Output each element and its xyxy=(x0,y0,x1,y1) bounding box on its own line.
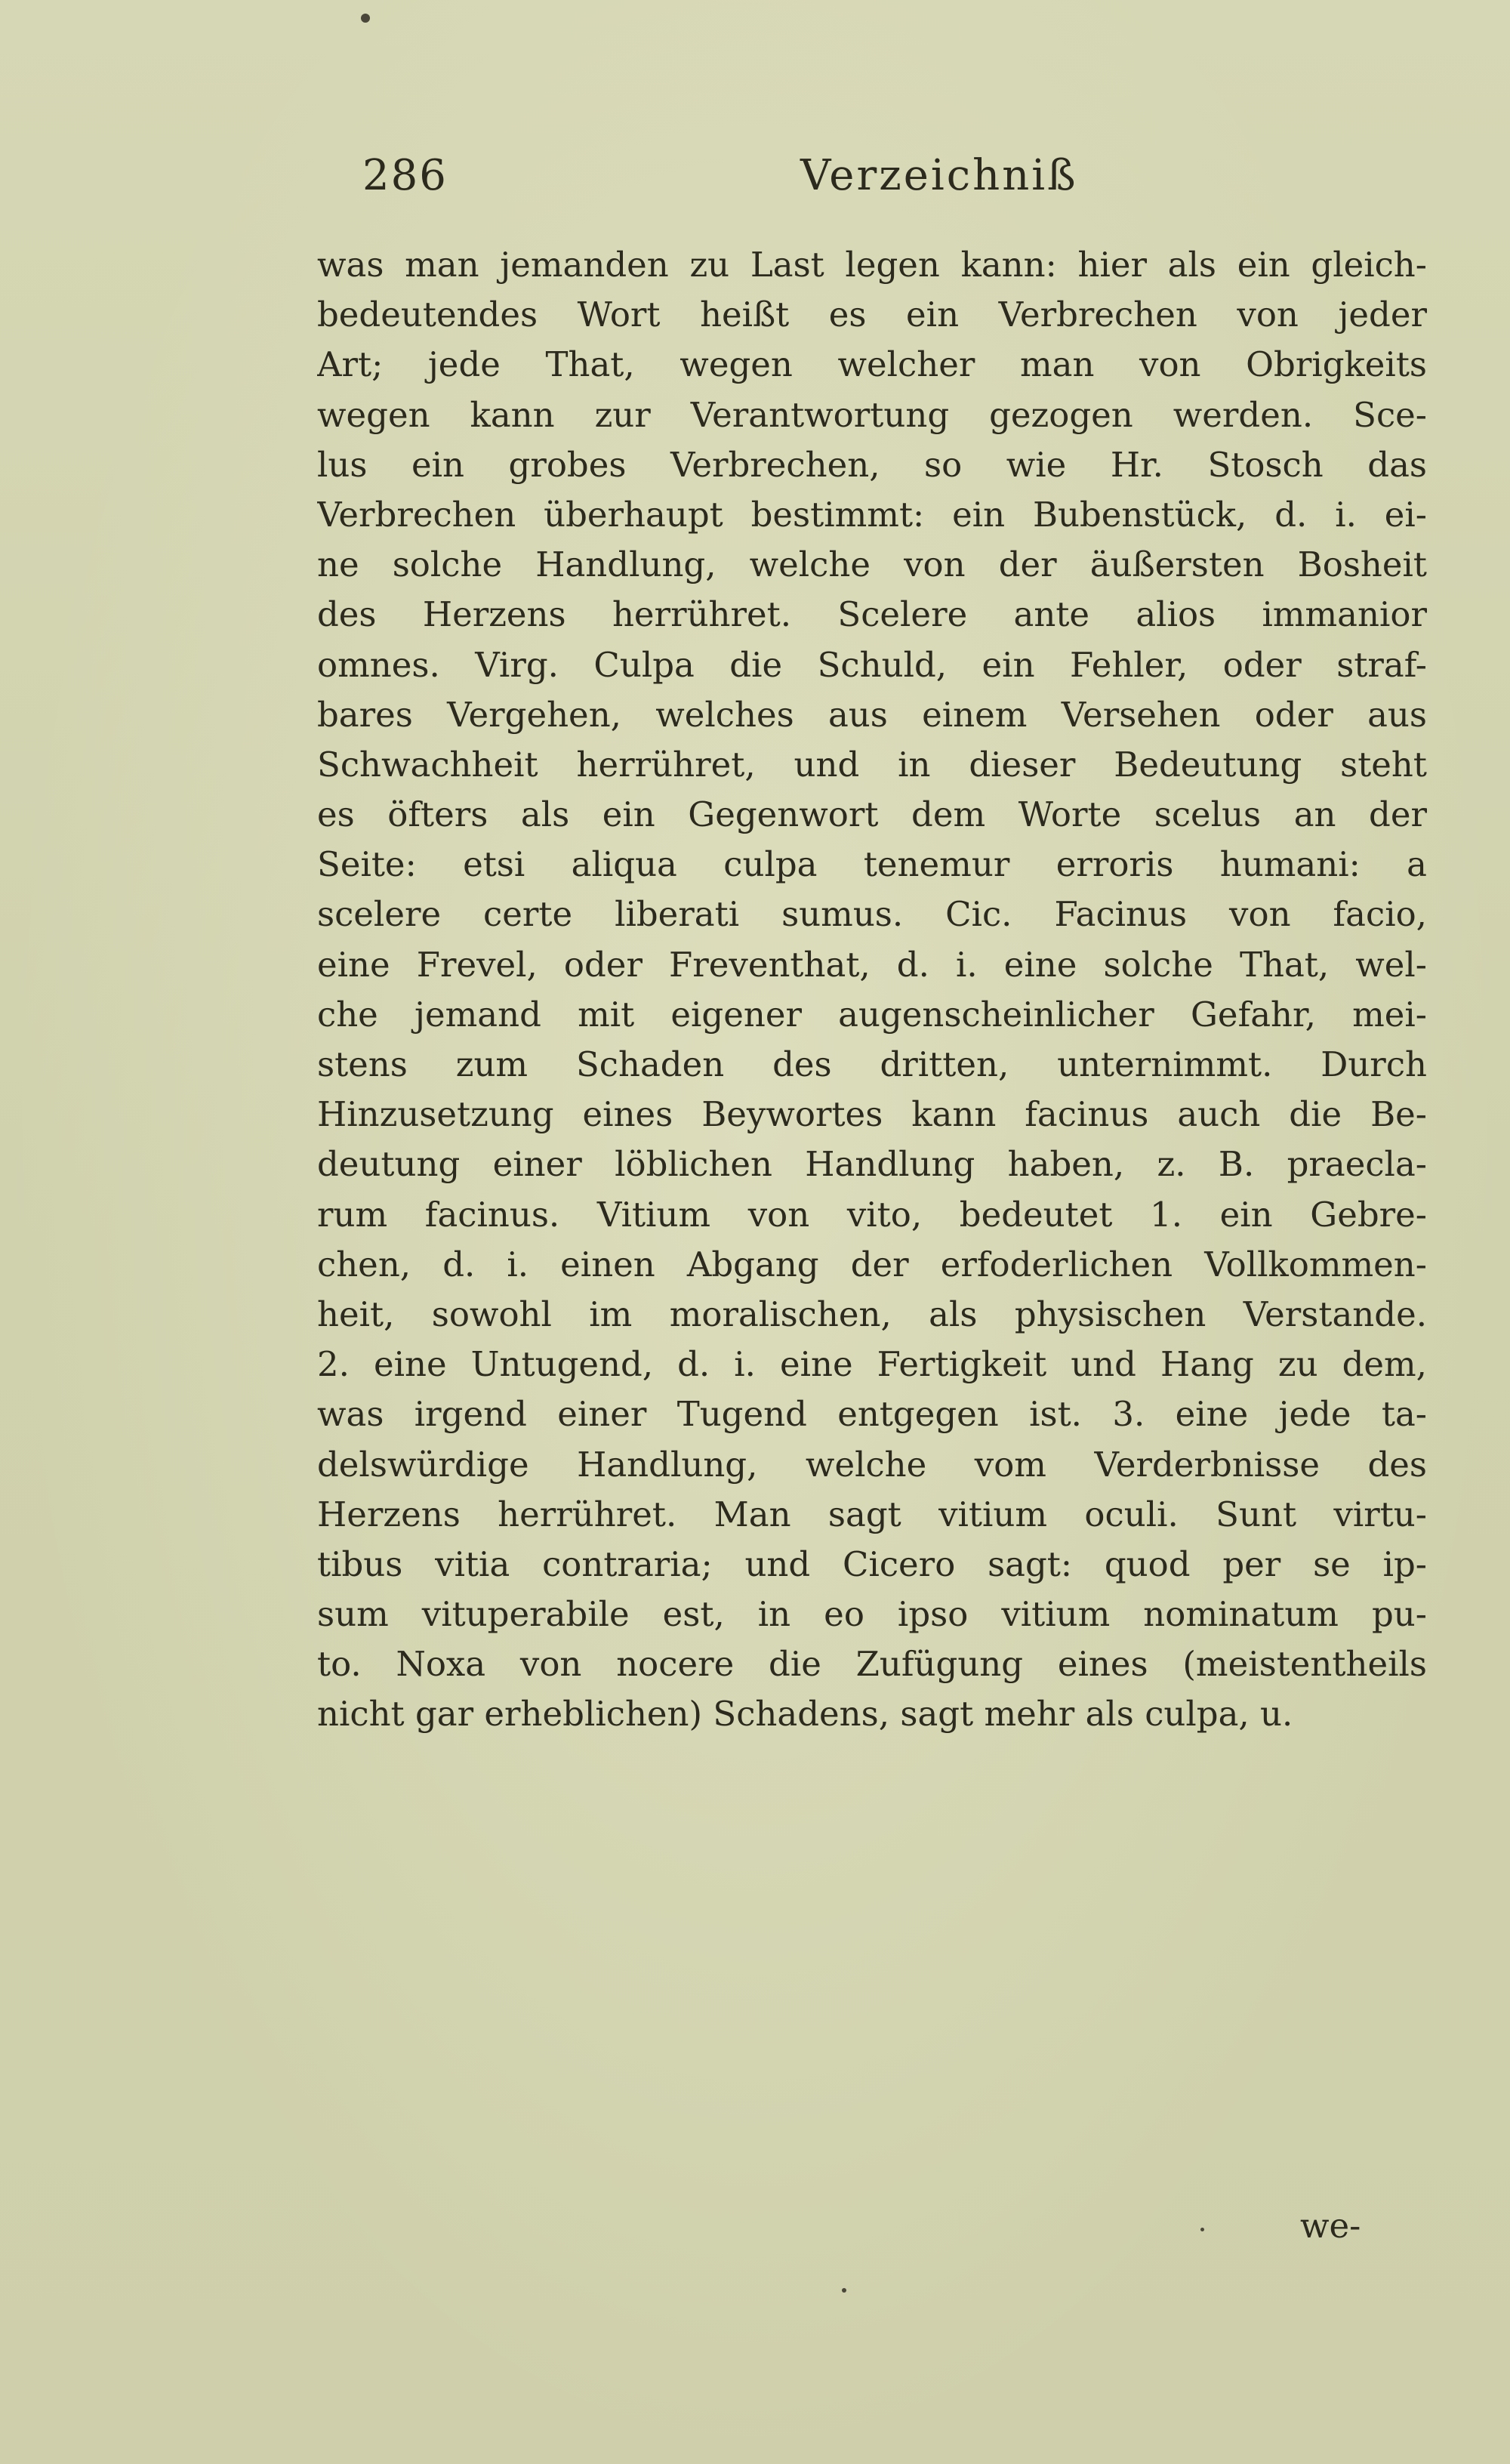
text-line: to. Noxa von nocere die Zufügung eines (meistentheils xyxy=(317,1644,1427,1685)
text-line: scelere certe liberati sumus. Cic. Facinus von facio, xyxy=(317,894,1427,935)
text-line: rum facinus. Vitium von vito, bedeutet 1. ein Gebre- xyxy=(317,1194,1427,1235)
running-head: Verzeichniß xyxy=(800,151,1078,200)
text-line: omnes. Virg. Culpa die Schuld, ein Fehler, oder straf- xyxy=(317,644,1427,685)
text-line: ne solche Handlung, welche von der äußersten Bosheit xyxy=(317,544,1427,585)
text-line: Art; jede That, wegen welcher man von Obrigkeits xyxy=(317,344,1427,385)
text-line: chen, d. i. einen Abgang der erfoderlichen Vollkommen- xyxy=(317,1244,1427,1284)
text-line: tibus vitia contraria; und Cicero sagt: quod per se ip- xyxy=(317,1543,1427,1584)
text-line: che jemand mit eigener augenscheinlicher Gefahr, mei- xyxy=(317,994,1427,1035)
text-line: 2. eine Untugend, d. i. eine Fertigkeit und Hang zu dem, xyxy=(317,1344,1427,1385)
page-header xyxy=(317,143,1442,211)
text-line: lus ein grobes Verbrechen, so wie Hr. Stosch das xyxy=(317,444,1427,485)
catchword: we- xyxy=(1300,2206,1361,2246)
text-line: Herzens herrühret. Man sagt vitium oculi. Sunt virtu- xyxy=(317,1494,1427,1534)
ink-speck xyxy=(1200,2228,1204,2231)
ink-speck xyxy=(842,2288,846,2293)
text-line: bares Vergehen, welches aus einem Versehen oder aus xyxy=(317,694,1427,735)
text-line: heit, sowohl im moralischen, als physischen Verstande. xyxy=(317,1294,1427,1334)
text-line: des Herzens herrühret. Scelere ante alios immanior xyxy=(317,594,1427,635)
text-line: nicht gar erheblichen) Schadens, sagt mehr als culpa, u. xyxy=(317,1694,1293,1735)
text-line: Hinzusetzung eines Beywortes kann facinus auch die Be- xyxy=(317,1094,1427,1135)
text-line: Seite: etsi aliqua culpa tenemur erroris humani: a xyxy=(317,844,1427,885)
text-line: wegen kann zur Verantwortung gezogen werden. Sce- xyxy=(317,394,1427,435)
text-line: sum vituperabile est, in eo ipso vitium nominatum pu- xyxy=(317,1594,1427,1635)
text-line: deutung einer löblichen Handlung haben, z. B. praecla- xyxy=(317,1144,1427,1185)
text-line: bedeutendes Wort heißt es ein Verbrechen von jeder xyxy=(317,295,1427,335)
text-line: was man jemanden zu Last legen kann: hier als ein gleich- xyxy=(317,245,1427,285)
text-line: was irgend einer Tugend entgegen ist. 3. eine jede ta- xyxy=(317,1394,1427,1435)
text-line: Schwachheit herrühret, und in dieser Bedeutung steht xyxy=(317,744,1427,785)
text-line: eine Frevel, oder Freventhat, d. i. eine solche That, wel- xyxy=(317,944,1427,985)
text-line: Verbrechen überhaupt bestimmt: ein Bubenstück, d. i. ei- xyxy=(317,494,1427,535)
text-line: stens zum Schaden des dritten, unternimmt. Durch xyxy=(317,1044,1427,1084)
ink-speck xyxy=(361,14,370,23)
page-number: 286 xyxy=(362,151,448,200)
body-text xyxy=(317,240,1427,1740)
text-line: delswürdige Handlung, welche vom Verderbnisse des xyxy=(317,1444,1427,1485)
text-line: es öfters als ein Gegenwort dem Worte scelus an der xyxy=(317,794,1427,835)
